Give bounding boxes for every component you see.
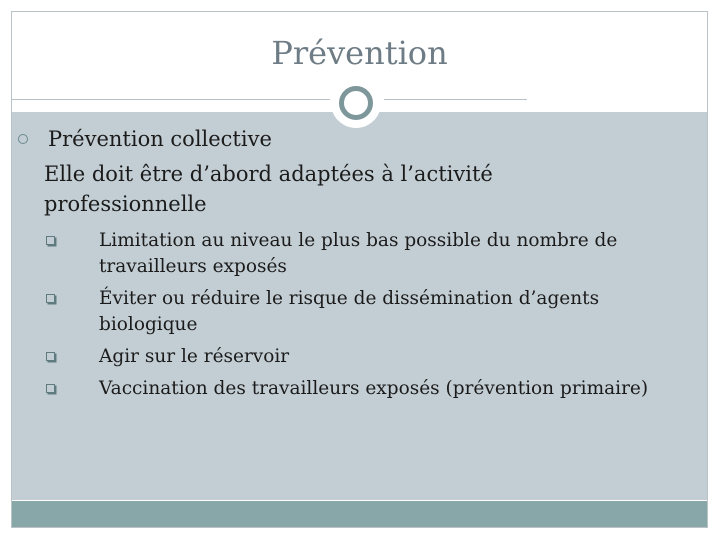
square-outline-icon: [46, 352, 55, 361]
ring-icon: [339, 86, 373, 120]
list-item: [44, 286, 664, 338]
list-item: [44, 228, 664, 280]
level1-paragraph: Elle doit être d’abord adaptées à l’activité professionnelle: [44, 162, 493, 216]
list-item-text: Éviter ou réduire le risque de dissémination d’agents biologique: [99, 288, 600, 335]
title-ornament: [331, 78, 381, 128]
footer-bar: [12, 501, 707, 527]
circle-outline-icon: [18, 134, 28, 144]
square-outline-icon: [46, 384, 55, 393]
slide-title: Prévention: [271, 34, 448, 72]
list-item-text: Vaccination des travailleurs exposés (prévention primaire): [99, 378, 649, 399]
square-outline-icon: [46, 294, 55, 303]
list-item: [44, 376, 664, 402]
square-outline-icon: [46, 236, 55, 245]
sub-bullet-list: [44, 228, 664, 408]
list-item: [44, 344, 664, 370]
list-item-text: Agir sur le réservoir: [99, 346, 290, 367]
level1-heading: Prévention collective: [48, 127, 272, 151]
title-divider-left: [12, 99, 330, 100]
list-item-text: Limitation au niveau le plus bas possible du nombre de travailleurs exposés: [99, 230, 618, 277]
title-divider-right: [384, 99, 527, 100]
